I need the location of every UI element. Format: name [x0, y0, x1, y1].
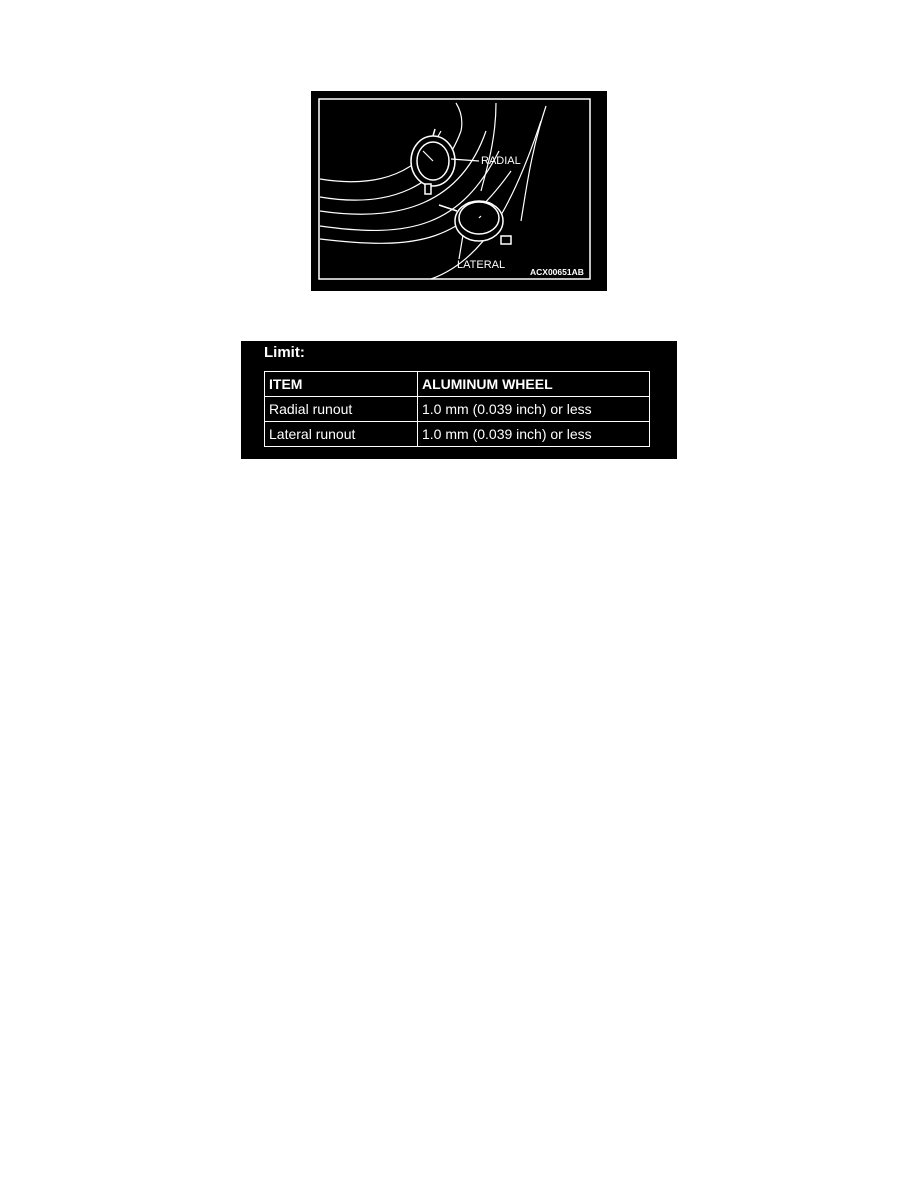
row-value-radial: 1.0 mm (0.039 inch) or less	[418, 397, 650, 422]
figure-code: ACX00651AB	[530, 267, 584, 277]
runout-illustration	[311, 91, 607, 291]
table-row	[265, 422, 650, 447]
table-row	[265, 397, 650, 422]
table-header-row	[265, 372, 650, 397]
wheel-runout-diagram	[311, 91, 607, 291]
header-item: ITEM	[265, 372, 418, 397]
radial-label: RADIAL	[481, 155, 521, 167]
lateral-label: LATERAL	[457, 259, 506, 271]
header-aluminum-wheel: ALUMINUM WHEEL	[418, 372, 650, 397]
limit-table	[264, 371, 650, 447]
limit-title: Limit:	[264, 344, 305, 361]
limit-panel	[241, 341, 677, 459]
row-value-lateral: 1.0 mm (0.039 inch) or less	[418, 422, 650, 447]
row-item-radial: Radial runout	[265, 397, 418, 422]
row-item-lateral: Lateral runout	[265, 422, 418, 447]
